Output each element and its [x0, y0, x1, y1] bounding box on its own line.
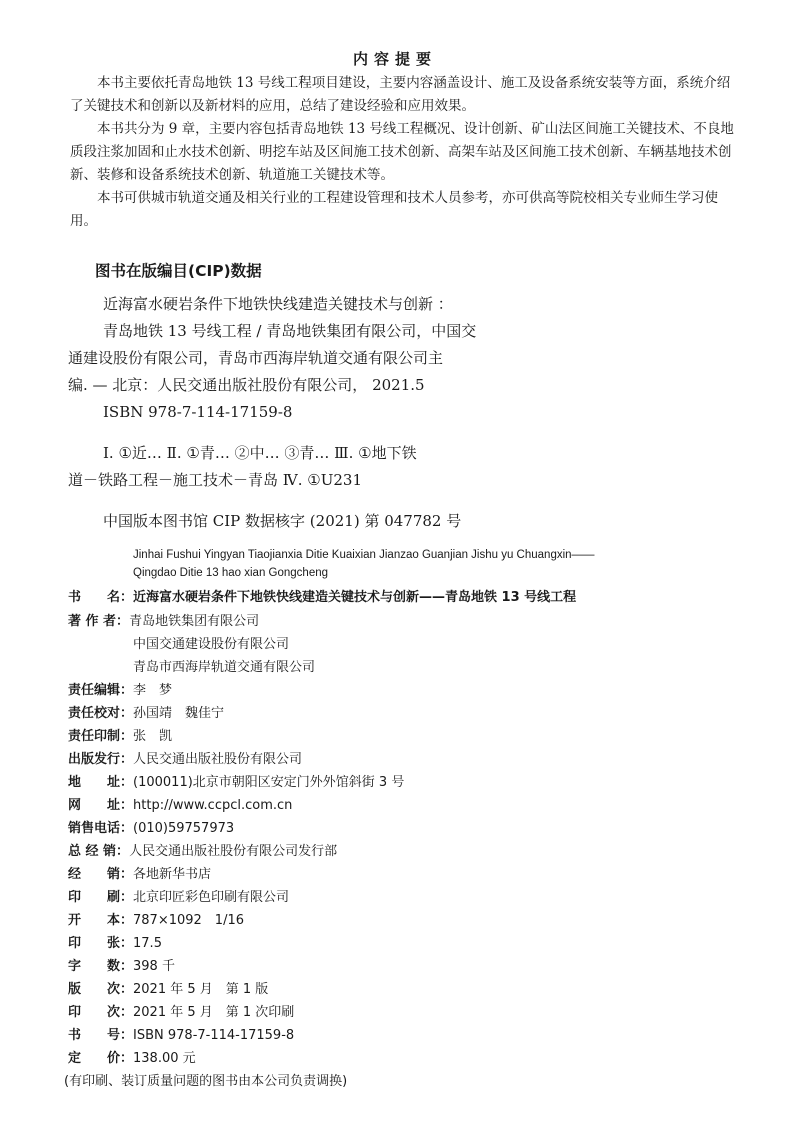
cip-record-line: 青岛地铁 13 号线工程 / 青岛地铁集团有限公司，中国交	[103, 322, 477, 340]
colophon-label: 责任校对：	[68, 706, 134, 721]
cip-record-line: 编. — 北京：人民交通出版社股份有限公司， 2021.5	[68, 376, 425, 394]
colophon-row	[68, 978, 268, 998]
colophon-value: 138.00 元	[133, 1051, 196, 1066]
colophon-row	[68, 840, 337, 860]
colophon-label: 网 址：	[68, 798, 134, 813]
colophon-value: 2021 年 5 月 第 1 版	[133, 982, 269, 997]
colophon-value: 李 梦	[133, 683, 173, 698]
colophon-label: 印 次：	[68, 1005, 134, 1020]
colophon-value: http://www.ccpcl.com.cn	[133, 798, 293, 813]
colophon-row	[68, 794, 292, 814]
colophon-row	[68, 748, 302, 768]
colophon-label: 地 址：	[68, 775, 134, 790]
colophon-label: 责任印制：	[68, 729, 134, 744]
cip-classification: 道－铁路工程－施工技术－青岛 Ⅳ. ①U231	[68, 471, 363, 489]
colophon-label: 责任编辑：	[68, 683, 134, 698]
colophon-label: 书 号：	[68, 1028, 134, 1043]
abstract-body	[70, 72, 735, 233]
colophon-label: 销售电话：	[68, 821, 134, 836]
colophon-label: 版 次：	[68, 982, 134, 997]
colophon-label: 定 价：	[68, 1051, 134, 1066]
cip-isbn: ISBN 978-7-114-17159-8	[103, 403, 293, 421]
colophon-label: 出版发行：	[68, 752, 134, 767]
colophon-value: 398 千	[133, 959, 175, 974]
colophon-row	[68, 817, 234, 837]
colophon-row-title	[68, 586, 576, 606]
colophon-row	[68, 679, 172, 699]
colophon-row	[68, 886, 289, 906]
colophon-row	[68, 1001, 294, 1021]
colophon-row	[68, 909, 244, 929]
colophon-label: 印 张：	[68, 936, 134, 951]
colophon-label: 著 作 者：	[68, 614, 130, 629]
colophon-row	[68, 932, 162, 952]
colophon-value: (010)59757973	[133, 821, 235, 836]
colophon-value: 青岛地铁集团有限公司	[129, 614, 260, 629]
colophon-row	[68, 863, 211, 883]
cip-record-line: 通建设股份有限公司，青岛市西海岸轨道交通有限公司主	[68, 349, 444, 367]
colophon-value: 787×1092 1/16	[133, 913, 244, 928]
colophon-value: 孙国靖 魏佳宁	[133, 706, 225, 721]
colophon-value: 17.5	[133, 936, 162, 951]
colophon-value: (100011)北京市朝阳区安定门外外馆斜街 3 号	[133, 775, 405, 790]
cip-heading: 图书在版编目(CIP)数据	[95, 262, 262, 280]
colophon-row	[68, 702, 224, 722]
pinyin-title: Qingdao Ditie 13 hao xian Gongcheng	[133, 567, 329, 579]
colophon-label: 开 本：	[68, 913, 134, 928]
colophon-row	[133, 633, 289, 653]
pinyin-title: Jinhai Fushui Yingyan Tiaojianxia Ditie Kuaixian Jianzao Guanjian Jishu yu Chuangxin——	[133, 549, 595, 561]
colophon-label: 总 经 销：	[68, 844, 130, 859]
abstract-paragraph: 本书可供城市轨道交通及相关行业的工程建设管理和技术人员参考，亦可供高等院校相关专业师生学习使用。	[70, 190, 718, 229]
cip-record-line: 近海富水硬岩条件下地铁快线建造关键技术与创新 ：	[103, 295, 453, 313]
cip-classification: Ⅰ. ①近… Ⅱ. ①青… ②中… ③青… Ⅲ. ①地下铁	[103, 444, 417, 462]
colophon-row	[68, 610, 259, 630]
colophon-value: 青岛市西海岸轨道交通有限公司	[133, 660, 316, 675]
colophon-value: 各地新华书店	[133, 867, 212, 882]
cip-verification: 中国版本图书馆 CIP 数据核字 (2021) 第 047782 号	[103, 512, 462, 530]
colophon-value: 中国交通建设股份有限公司	[133, 637, 290, 652]
colophon-label: 经 销：	[68, 867, 134, 882]
colophon-value: 人民交通出版社股份有限公司发行部	[129, 844, 338, 859]
colophon-label: 印 刷：	[68, 890, 134, 905]
colophon-value: ISBN 978-7-114-17159-8	[133, 1028, 295, 1043]
abstract-paragraph: 本书主要依托青岛地铁 13 号线工程项目建设，主要内容涵盖设计、施工及设备系统安装等方面，系统介绍了关键技术和创新以及新材料的应用，总结了建设经验和应用效果。	[70, 75, 731, 114]
colophon-value: 2021 年 5 月 第 1 次印刷	[133, 1005, 295, 1020]
colophon-value: 近海富水硬岩条件下地铁快线建造关键技术与创新——青岛地铁 13 号线工程	[133, 590, 577, 605]
colophon-label: 书 名：	[68, 590, 134, 605]
colophon-value: 北京印匠彩色印刷有限公司	[133, 890, 290, 905]
colophon-row	[68, 1047, 196, 1067]
colophon-row	[68, 725, 172, 745]
abstract-paragraph: 本书共分为 9 章，主要内容包括青岛地铁 13 号线工程概况、设计创新、矿山法区间施工关键技术、不良地质段注浆加固和止水技术创新、明挖车站及区间施工技术创新、高架车站及区间施工技术创新、车辆基地技术创新、装修和设备系统技术创新、轨道施工关键技术等。	[70, 121, 734, 183]
colophon-row	[68, 771, 404, 791]
abstract-title: 内容提要	[352, 50, 437, 68]
colophon-label: 字 数：	[68, 959, 134, 974]
colophon-value: 张 凯	[133, 729, 173, 744]
quality-notice: (有印刷、装订质量问题的图书由本公司负责调换)	[64, 1074, 348, 1089]
colophon-row	[133, 656, 315, 676]
colophon-row	[68, 955, 175, 975]
colophon-value: 人民交通出版社股份有限公司	[133, 752, 303, 767]
colophon-row	[68, 1024, 294, 1044]
